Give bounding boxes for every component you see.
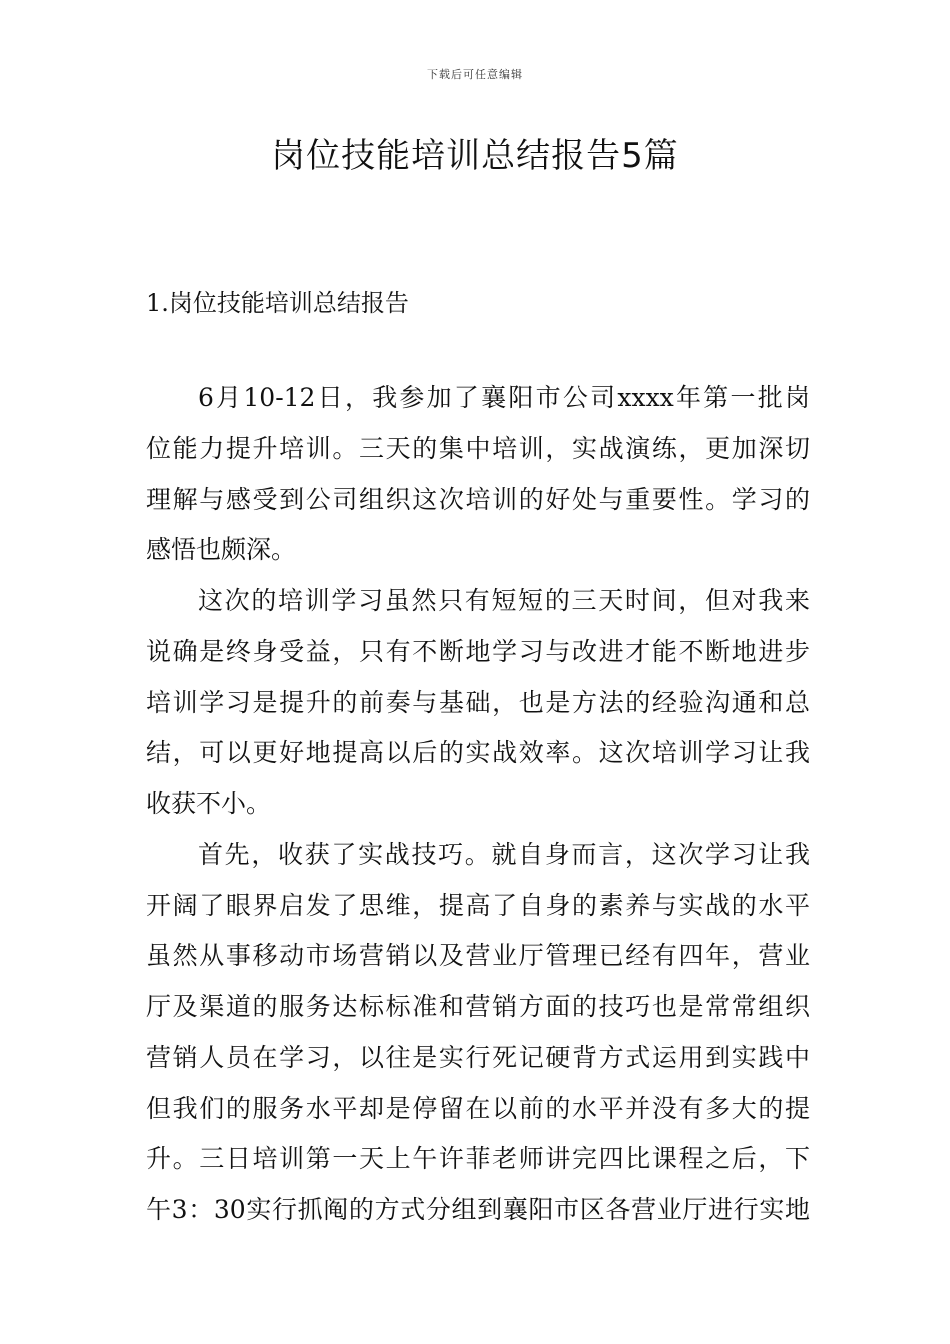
body-line: 6月10-12日，我参加了襄阳市公司xxxx年第一批岗	[198, 383, 810, 412]
section-heading: 1.岗位技能培训总结报告	[146, 289, 409, 317]
body-line: 午3：30实行抓阄的方式分组到襄阳市区各营业厅进行实地	[146, 1195, 810, 1224]
body-line: 首先，收获了实战技巧。就自身而言，这次学习让我	[198, 839, 810, 869]
body-line: 开阔了眼界启发了思维，提高了自身的素养与实战的水平	[146, 890, 810, 920]
body-line: 说确是终身受益，只有不断地学习与改进才能不断地进步	[146, 636, 810, 666]
document-title: 岗位技能培训总结报告5篇	[271, 136, 679, 176]
header-note: 下载后可任意编辑	[427, 68, 523, 81]
body-line: 营销人员在学习，以往是实行死记硬背方式运用到实践中	[146, 1042, 810, 1072]
body-line: 厅及渠道的服务达标标准和营销方面的技巧也是常常组织	[146, 992, 810, 1021]
body-line: 培训学习是提升的前奏与基础，也是方法的经验沟通和总	[146, 687, 810, 717]
body-line: 理解与感受到公司组织这次培训的好处与重要性。学习的	[146, 484, 810, 514]
body-line: 这次的培训学习虽然只有短短的三天时间，但对我来	[198, 586, 810, 615]
body-line: 感悟也颇深。	[146, 535, 297, 565]
body-line: 位能力提升培训。三天的集中培训，实战演练，更加深切	[146, 433, 810, 463]
body-line: 但我们的服务水平却是停留在以前的水平并没有多大的提	[146, 1093, 810, 1123]
body-line: 虽然从事移动市场营销以及营业厅管理已经有四年，营业	[146, 941, 810, 971]
body-line: 收获不小。	[146, 789, 272, 818]
body-line: 升。三日培训第一天上午许菲老师讲完四比课程之后，下	[146, 1144, 810, 1174]
body-line: 结，可以更好地提高以后的实战效率。这次培训学习让我	[146, 738, 810, 768]
body-text	[146, 373, 810, 1236]
